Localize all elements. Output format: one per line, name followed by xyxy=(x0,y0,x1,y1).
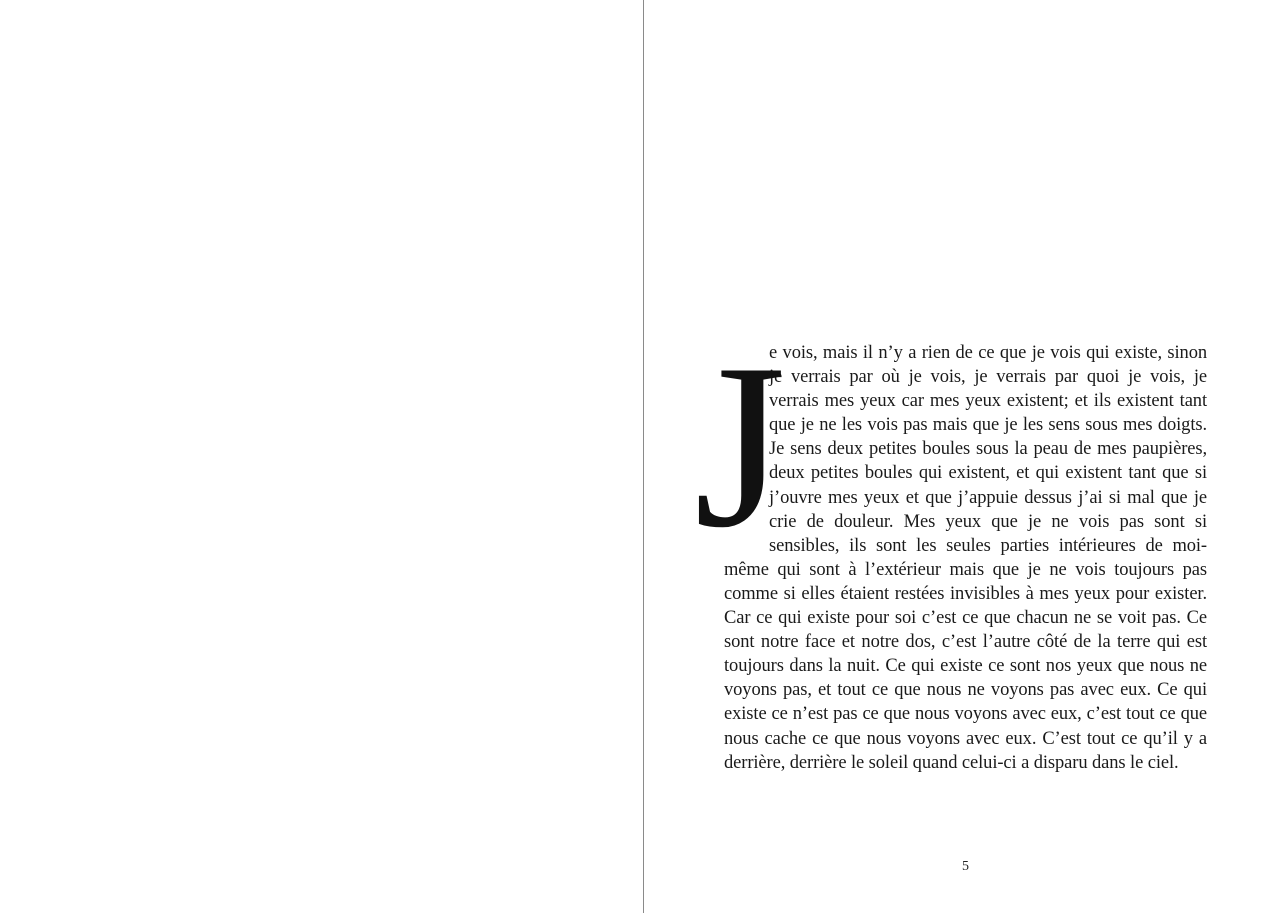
text-block xyxy=(694,316,1207,775)
body-paragraph: e vois, mais il n’y a rien de ce que je vois qui existe, sinon je verrais par où je vois, je verrais par quoi je vois, je verrais mes yeux car mes yeux existent; et ils existent tant que je ne les vois pas mais que je les sens sous mes doigts. Je sens deux petites boules sous la peau de mes paupières, deux petites boules qui existent, et qui existent tant que si j’ouvre mes yeux et que j’appuie dessus j’ai si mal que je crie de douleur. Mes yeux que je ne vois pas sont si sensibles, ils sont les seules parties intérieures de moi-même qui sont à l’extérieur mais que je ne vois toujours pas comme si elles étaient restées invisibles à mes yeux pour exister. Car ce qui existe pour soi c’est ce que chacun ne se voit pas. Ce sont notre face et notre dos, c’est l’autre côté de la terre qui est toujours dans la nuit. Ce qui existe ce sont nos yeux que nous ne voyons pas, et tout ce que nous ne voyons pas avec eux. Ce qui existe ce n’est pas ce que nous voyons avec eux, c’est tout ce que nous cache ce que nous voyons avec eux. C’est tout ce qu’il y a derrière, derrière le soleil quand celui-ci a disparu dans le ciel. xyxy=(724,343,1207,773)
right-page xyxy=(644,0,1287,913)
drop-cap-container xyxy=(694,316,786,577)
page-number: 5 xyxy=(962,859,969,874)
left-page-blank xyxy=(0,0,643,913)
drop-cap-letter: J xyxy=(694,316,786,577)
